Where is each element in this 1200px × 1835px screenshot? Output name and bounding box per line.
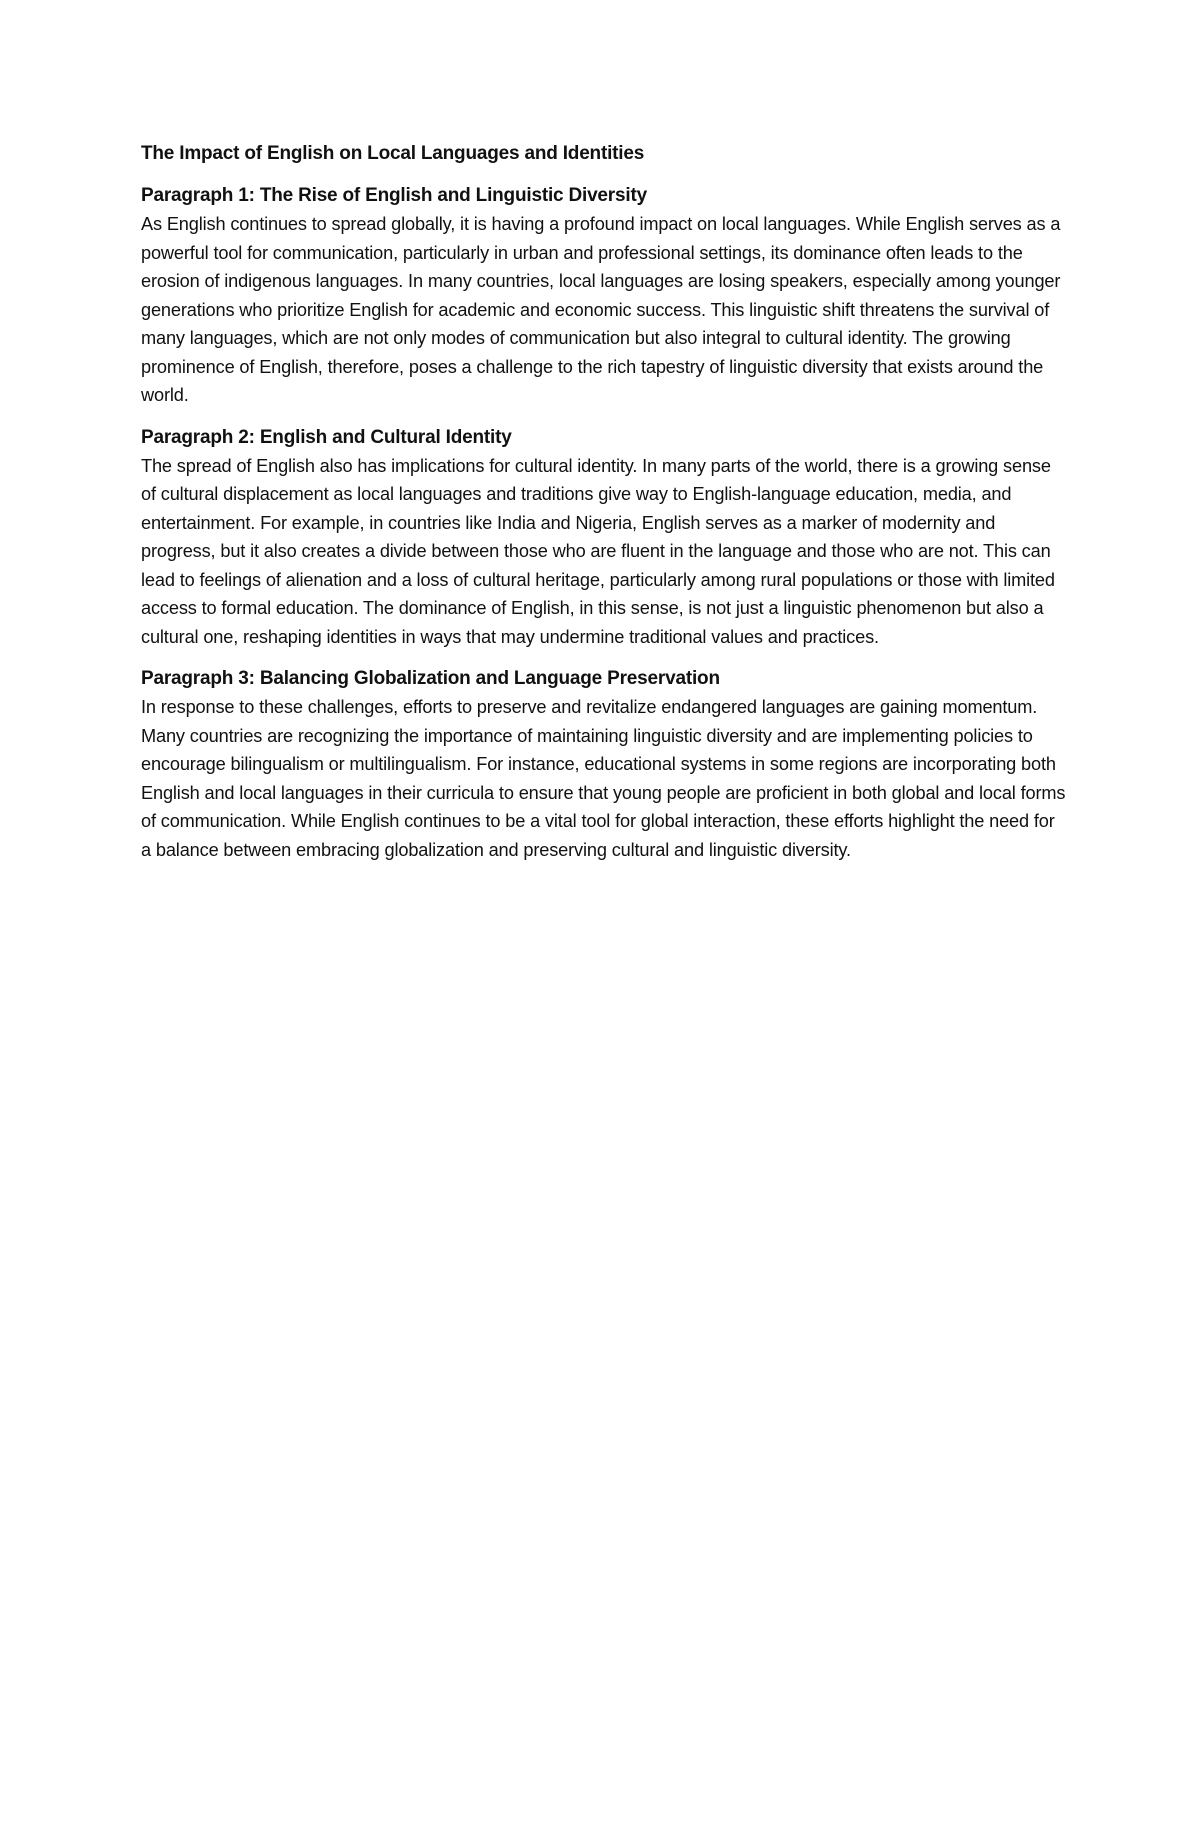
section-body: In response to these challenges, efforts to preserve and revitalize endangered languages are gaining momentum. Many countries are recognizing the importance of maintaining linguistic diversity and are implementing policies to encourage bilingualism or multilingualism. For instance, educational systems in some regions are incorporating both English and local languages in their curricula to ensure that young people are proficient in both global and local forms of communication. While English continues to be a vital tool for global interaction, these efforts highlight the need for a balance between embracing globalization and preserving cultural and linguistic diversity. [141, 697, 1066, 860]
section-body: The spread of English also has implications for cultural identity. In many parts of the world, there is a growing sense of cultural displacement as local languages and traditions give way to English-language education, media, and entertainment. For example, in countries like India and Nigeria, English serves as a marker of modernity and progress, but it also creates a divide between those who are fluent in the language and those who are not. This can lead to feelings of alienation and a loss of cultural heritage, particularly among rural populations or those with limited access to formal education. The dominance of English, in this sense, is not just a linguistic phenomenon but also a cultural one, reshaping identities in ways that may undermine traditional values and practices. [141, 455, 1055, 647]
document-title: The Impact of English on Local Languages and Identities [141, 143, 645, 164]
section-heading: Paragraph 1: The Rise of English and Linguistic Diversity [141, 185, 647, 206]
section-1 [141, 182, 1066, 410]
section-3 [141, 665, 1066, 864]
section-2 [141, 424, 1066, 652]
section-heading: Paragraph 3: Balancing Globalization and Language Preservation [141, 668, 720, 689]
section-body: As English continues to spread globally, it is having a profound impact on local languages. While English serves as a powerful tool for communication, particularly in urban and professional settings, its dominance often leads to the erosion of indigenous languages. In many countries, local languages are losing speakers, especially among younger generations who prioritize English for academic and economic success. This linguistic shift threatens the survival of many languages, which are not only modes of communication but also integral to cultural identity. The growing prominence of English, therefore, poses a challenge to the rich tapestry of linguistic diversity that exists around the world. [141, 214, 1061, 405]
document-page [141, 140, 1066, 878]
section-heading: Paragraph 2: English and Cultural Identity [141, 426, 512, 448]
